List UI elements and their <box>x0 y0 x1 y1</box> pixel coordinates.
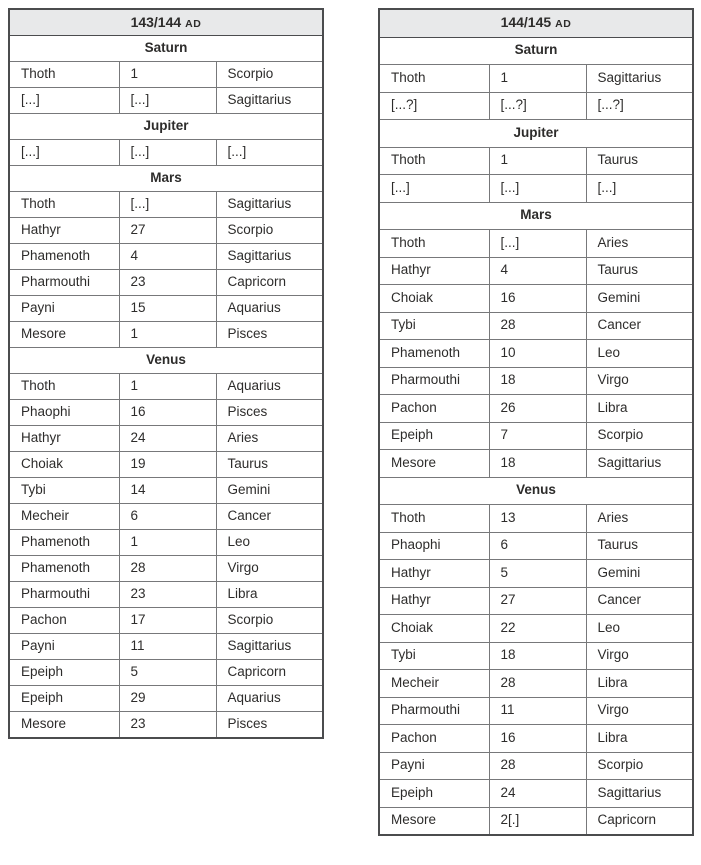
sign-cell: Leo <box>216 530 323 556</box>
day-cell: 19 <box>119 452 216 478</box>
month-cell: Thoth <box>379 230 489 258</box>
table-row <box>9 322 323 348</box>
month-cell: Pharmouthi <box>379 367 489 395</box>
table-row <box>379 257 693 285</box>
month-cell: Hathyr <box>9 426 119 452</box>
table-row <box>9 556 323 582</box>
year-table-left <box>8 8 324 739</box>
month-cell: Phamenoth <box>9 556 119 582</box>
year-header-row <box>9 9 323 36</box>
year-label: 144/145 <box>500 14 552 31</box>
sign-cell: [...?] <box>586 92 693 120</box>
month-cell: Choiak <box>9 452 119 478</box>
table-row <box>379 725 693 753</box>
month-cell: Phamenoth <box>9 530 119 556</box>
sign-cell: Taurus <box>586 532 693 560</box>
day-cell: 4 <box>489 257 586 285</box>
sign-cell: Taurus <box>586 147 693 175</box>
table-row <box>379 395 693 423</box>
sign-cell: Capricorn <box>216 270 323 296</box>
sign-cell: Cancer <box>216 504 323 530</box>
table-row <box>9 452 323 478</box>
month-cell: Hathyr <box>9 218 119 244</box>
day-cell: 24 <box>119 426 216 452</box>
planet-header-jupiter: Jupiter <box>9 114 323 140</box>
day-cell: 1 <box>119 62 216 88</box>
day-cell: 23 <box>119 270 216 296</box>
month-cell: Payni <box>9 296 119 322</box>
day-cell: 27 <box>489 587 586 615</box>
month-cell: Pachon <box>379 395 489 423</box>
sign-cell: Aries <box>216 426 323 452</box>
table-row <box>379 312 693 340</box>
table-row <box>9 88 323 114</box>
day-cell: [...] <box>119 192 216 218</box>
table-row <box>379 560 693 588</box>
day-cell: 26 <box>489 395 586 423</box>
planet-header-row <box>379 120 693 148</box>
table-row <box>9 478 323 504</box>
sign-cell: Scorpio <box>216 608 323 634</box>
table-row <box>9 218 323 244</box>
day-cell: 14 <box>119 478 216 504</box>
month-cell: Tybi <box>379 642 489 670</box>
sign-cell: Gemini <box>586 285 693 313</box>
day-cell: [...] <box>119 88 216 114</box>
month-cell: Epeiph <box>9 660 119 686</box>
month-cell: Hathyr <box>379 257 489 285</box>
month-cell: Hathyr <box>379 587 489 615</box>
day-cell: [...] <box>489 230 586 258</box>
month-cell: Mesore <box>9 712 119 739</box>
sign-cell: Aries <box>586 505 693 533</box>
sign-cell: Capricorn <box>216 660 323 686</box>
sign-cell: Pisces <box>216 400 323 426</box>
day-cell: 16 <box>489 725 586 753</box>
day-cell: 7 <box>489 422 586 450</box>
month-cell: Phaophi <box>379 532 489 560</box>
sign-cell: [...] <box>586 175 693 203</box>
month-cell: Epeiph <box>379 780 489 808</box>
month-cell: [...] <box>9 88 119 114</box>
table-row <box>9 140 323 166</box>
sign-cell: Scorpio <box>216 62 323 88</box>
day-cell: 1 <box>489 147 586 175</box>
day-cell: 15 <box>119 296 216 322</box>
day-cell: [...] <box>489 175 586 203</box>
day-cell: 27 <box>119 218 216 244</box>
planet-header-saturn: Saturn <box>9 36 323 62</box>
year-header <box>9 9 323 36</box>
sign-cell: Aries <box>586 230 693 258</box>
sign-cell: Sagittarius <box>216 192 323 218</box>
era-label: AD <box>555 18 572 31</box>
table-row <box>379 367 693 395</box>
planet-header-row <box>9 114 323 140</box>
table-row <box>379 807 693 835</box>
day-cell: 29 <box>119 686 216 712</box>
month-cell: Mesore <box>379 807 489 835</box>
planet-header-saturn: Saturn <box>379 37 693 65</box>
sign-cell: Scorpio <box>216 218 323 244</box>
sign-cell: Aquarius <box>216 296 323 322</box>
sign-cell: Virgo <box>586 367 693 395</box>
planet-header-row <box>9 36 323 62</box>
planet-header-row <box>9 166 323 192</box>
day-cell: 1 <box>489 65 586 93</box>
sign-cell: Taurus <box>216 452 323 478</box>
year-header <box>379 9 693 37</box>
table-row <box>379 147 693 175</box>
month-cell: [...] <box>379 175 489 203</box>
day-cell: 2[.] <box>489 807 586 835</box>
table-row <box>379 532 693 560</box>
month-cell: [...?] <box>379 92 489 120</box>
day-cell: 1 <box>119 322 216 348</box>
table-row <box>9 296 323 322</box>
sign-cell: Leo <box>586 615 693 643</box>
month-cell: Thoth <box>379 505 489 533</box>
month-cell: Mesore <box>9 322 119 348</box>
planet-header-row <box>379 202 693 230</box>
month-cell: Tybi <box>379 312 489 340</box>
table-row <box>379 230 693 258</box>
table-row <box>379 752 693 780</box>
month-cell: Mecheir <box>9 504 119 530</box>
planet-header-jupiter: Jupiter <box>379 120 693 148</box>
sign-cell: Cancer <box>586 587 693 615</box>
day-cell: 1 <box>119 530 216 556</box>
month-cell: Hathyr <box>379 560 489 588</box>
table-row <box>9 686 323 712</box>
sign-cell: Aquarius <box>216 374 323 400</box>
sign-cell: Sagittarius <box>586 780 693 808</box>
day-cell: 16 <box>119 400 216 426</box>
table-row <box>379 92 693 120</box>
sign-cell: Scorpio <box>586 752 693 780</box>
day-cell: 11 <box>119 634 216 660</box>
table-row <box>9 504 323 530</box>
day-cell: 6 <box>119 504 216 530</box>
sign-cell: Virgo <box>216 556 323 582</box>
day-cell: 16 <box>489 285 586 313</box>
sign-cell: Pisces <box>216 712 323 739</box>
table-row <box>379 505 693 533</box>
day-cell: 1 <box>119 374 216 400</box>
day-cell: 28 <box>489 312 586 340</box>
table-row <box>379 285 693 313</box>
sign-cell: Aquarius <box>216 686 323 712</box>
planet-header-row <box>9 348 323 374</box>
month-cell: Phamenoth <box>9 244 119 270</box>
day-cell: 17 <box>119 608 216 634</box>
day-cell: [...?] <box>489 92 586 120</box>
sign-cell: Taurus <box>586 257 693 285</box>
day-cell: 6 <box>489 532 586 560</box>
month-cell: Pharmouthi <box>379 697 489 725</box>
table-row <box>9 244 323 270</box>
table-row <box>379 175 693 203</box>
sign-cell: Sagittarius <box>216 634 323 660</box>
day-cell: 24 <box>489 780 586 808</box>
planet-header-venus: Venus <box>9 348 323 374</box>
table-row <box>9 634 323 660</box>
sign-cell: Gemini <box>586 560 693 588</box>
sign-cell: Sagittarius <box>216 88 323 114</box>
day-cell: 28 <box>119 556 216 582</box>
day-cell: 13 <box>489 505 586 533</box>
day-cell: 28 <box>489 670 586 698</box>
sign-cell: Pisces <box>216 322 323 348</box>
sign-cell: Capricorn <box>586 807 693 835</box>
sign-cell: Virgo <box>586 642 693 670</box>
month-cell: Epeiph <box>379 422 489 450</box>
month-cell: Thoth <box>9 62 119 88</box>
planet-header-mars: Mars <box>9 166 323 192</box>
table-row <box>9 660 323 686</box>
month-cell: Thoth <box>379 65 489 93</box>
table-row <box>9 400 323 426</box>
table-row <box>9 374 323 400</box>
month-cell: Thoth <box>379 147 489 175</box>
day-cell: [...] <box>119 140 216 166</box>
table-row <box>9 608 323 634</box>
table-row <box>379 340 693 368</box>
table-row <box>379 697 693 725</box>
table-row <box>379 615 693 643</box>
table-row <box>9 712 323 739</box>
month-cell: Choiak <box>379 285 489 313</box>
day-cell: 18 <box>489 642 586 670</box>
month-cell: Thoth <box>9 192 119 218</box>
day-cell: 10 <box>489 340 586 368</box>
day-cell: 22 <box>489 615 586 643</box>
sign-cell: Libra <box>586 670 693 698</box>
sign-cell: Sagittarius <box>586 450 693 478</box>
planet-header-venus: Venus <box>379 477 693 505</box>
sign-cell: Libra <box>216 582 323 608</box>
year-table-right <box>378 8 694 836</box>
month-cell: Epeiph <box>9 686 119 712</box>
day-cell: 5 <box>119 660 216 686</box>
table-row <box>379 65 693 93</box>
month-cell: Pharmouthi <box>9 582 119 608</box>
table-row <box>379 450 693 478</box>
year-label: 143/144 <box>130 13 182 30</box>
day-cell: 28 <box>489 752 586 780</box>
table-row <box>9 270 323 296</box>
day-cell: 4 <box>119 244 216 270</box>
year-header-row <box>379 9 693 37</box>
planet-header-row <box>379 37 693 65</box>
table-row <box>9 530 323 556</box>
sign-cell: Gemini <box>216 478 323 504</box>
table-row <box>379 780 693 808</box>
sign-cell: [...] <box>216 140 323 166</box>
day-cell: 11 <box>489 697 586 725</box>
era-label: AD <box>185 17 202 30</box>
month-cell: Payni <box>9 634 119 660</box>
month-cell: Phaophi <box>9 400 119 426</box>
sign-cell: Scorpio <box>586 422 693 450</box>
sign-cell: Leo <box>586 340 693 368</box>
table-row <box>379 670 693 698</box>
sign-cell: Libra <box>586 395 693 423</box>
month-cell: Choiak <box>379 615 489 643</box>
month-cell: [...] <box>9 140 119 166</box>
table-row <box>379 587 693 615</box>
month-cell: Pachon <box>9 608 119 634</box>
day-cell: 5 <box>489 560 586 588</box>
month-cell: Payni <box>379 752 489 780</box>
table-row <box>9 582 323 608</box>
day-cell: 18 <box>489 367 586 395</box>
month-cell: Tybi <box>9 478 119 504</box>
planet-header-mars: Mars <box>379 202 693 230</box>
table-row <box>9 192 323 218</box>
table-row <box>9 62 323 88</box>
sign-cell: Libra <box>586 725 693 753</box>
sign-cell: Virgo <box>586 697 693 725</box>
day-cell: 23 <box>119 712 216 739</box>
sign-cell: Sagittarius <box>586 65 693 93</box>
month-cell: Pachon <box>379 725 489 753</box>
sign-cell: Cancer <box>586 312 693 340</box>
table-row <box>379 422 693 450</box>
month-cell: Pharmouthi <box>9 270 119 296</box>
month-cell: Mesore <box>379 450 489 478</box>
day-cell: 23 <box>119 582 216 608</box>
month-cell: Thoth <box>9 374 119 400</box>
table-row <box>9 426 323 452</box>
month-cell: Phamenoth <box>379 340 489 368</box>
table-row <box>379 642 693 670</box>
planet-header-row <box>379 477 693 505</box>
day-cell: 18 <box>489 450 586 478</box>
sign-cell: Sagittarius <box>216 244 323 270</box>
month-cell: Mecheir <box>379 670 489 698</box>
